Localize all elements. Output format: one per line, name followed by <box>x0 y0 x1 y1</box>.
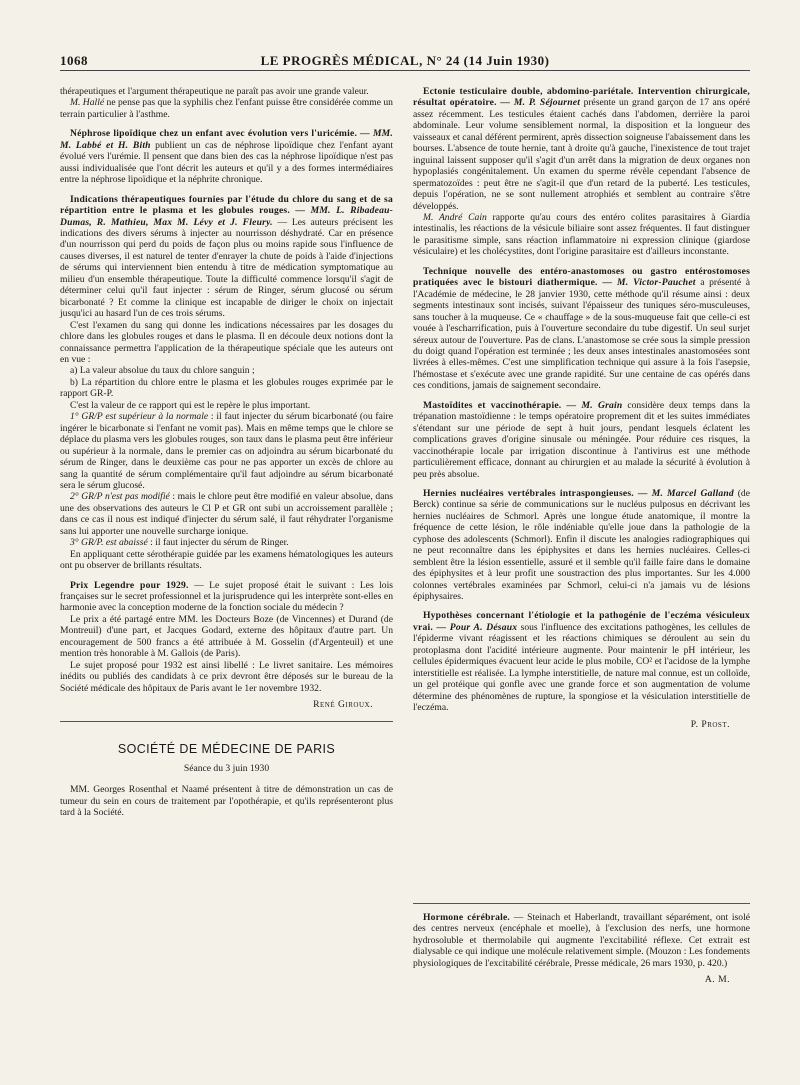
paragraph: M. Hallé ne pense pas que la syphilis chez l'enfant puisse être considérée comme un terrain particulier à l'asthme. <box>60 97 393 120</box>
author: — MM. M. Labbé et H. Bith <box>60 128 393 151</box>
list-item: a) La valeur absolue du taux du chlore sanguin ; <box>70 365 255 377</box>
author: — M. P. Séjournet <box>496 97 581 109</box>
page-number: 1068 <box>60 53 88 68</box>
author: — M. Marcel Galland <box>633 487 734 499</box>
section-prix-legendre <box>60 580 393 711</box>
section-chlore <box>60 194 393 572</box>
list-item: 2° GR/P n'est pas modifié : mais le chlore peut être modifié en valeur absolue, dans une des observations des auteurs le Cl P et GR ont subi un accroissement parallèle ; dans ce cas il nous est indiqué d'injecter du sérum salé, il faut réhydrater l'organisme sans lui apporter une nouvelle surcharge ionique. <box>60 491 393 537</box>
paragraph: Hormone cérébrale. — Steinach et Haberlandt, travaillant séparément, ont isolé des centres nerveux (encéphale et moelle), à l'exclusion des nerfs, une hormone hydrosoluble et thermolabile qui augmente l'excitabilité réflexe. Cet extrait est dialysable ce qui indique une molécule relativement simple. (Mouzon : Les fondements physiologiques de l'excitabilité cérébrale, Presse médicale, 26 mars 1930, p. 420.) <box>413 912 750 969</box>
paragraph: thérapeutiques et l'argument thérapeutique ne paraît pas avoir une grande valeur. <box>60 86 369 97</box>
author: M. Hallé <box>70 97 105 109</box>
section-mastoidites <box>413 400 750 480</box>
section-heading: Mastoïdites et vaccinothérapie. <box>423 399 562 411</box>
paragraph: Mastoïdites et vaccinothérapie. — M. Grain considère deux temps dans la trépanation mastoïdienne : le temps opératoire proprement dit et les suites immédiates s'étendant sur une période de sept à huit jours, pendant lesquels éclatent les complications graves d'origine sinusale ou méningée. Pour réduire ces risques, la vaccinothérapie locale par irrigation discontinue à l'antivirus est une méthode particulièrement efficace, donnant au chirurgien et au malade la sécurité à évolution à peu près absolue. <box>413 399 750 480</box>
paragraph: Néphrose lipoïdique chez un enfant avec évolution vers l'uricémie. — MM. M. Labbé et H. Bith publient un cas de néphrose lipoïdique chez l'enfant ayant évolué vers l'urémie. Il pensent que dans bien des cas la néphrose lipoïdique n'est pas aussi individualisée que l'ont décrit les auteurs et qu'il y a des formes intermédiaires entre la néphrose lipoïdique et la néphrite chronique. <box>60 128 393 186</box>
paragraph: En appliquant cette sérothérapie guidée par les examens hématologiques les auteurs ont pu observer de brillants résultats. <box>60 548 393 572</box>
section-heading: Ectonie testiculaire double, abdomino-pariétale. Intervention chirurgicale, résultat opératoire. <box>413 86 750 109</box>
section-hernies <box>413 488 750 603</box>
section-heading: Hernies nucléaires vertébrales intraspongieuses. <box>423 487 634 499</box>
list-item: 1° GR/P est supérieur à la normale : il faut injecter du sérum bicarbonaté (ou faire ingérer le bicarbonate si l'enfant ne vomit pas). Mais en même temps que le chlore se déplace du plasma vers les globules rouges, son taux dans le plasma peut être inférieur ou supérieur à la normale, dans le premier cas on adjoindra au sérum bicarbonaté du sérum de Ringer, dans le deuxième cas pour ne pas apporter un excès de chlore au sang la quantité de sérum complémentaire qu'il faut adjoindre au sérum bicarbonaté sera le sérum glucosé. <box>60 411 393 491</box>
signature: A. M. <box>704 974 730 986</box>
paragraph: Hernies nucléaires vertébrales intraspongieuses. — M. Marcel Galland (de Berck) continue sa série de communications sur le nucléus pulposus en décrivant les hernies nucléaires de Schmorl. Après une longue étude anatomique, il montre la fréquence de cette lésion, le rôle indéniable qu'elle joue dans la pathologie de la cyphose des adolescents (Schmorl). Enfin il discute les analogies radiographiques qui ne peut reconnaître dans les épiphysites et dans les hernies nucléaires. Celles-ci semblent être la lésion essentielle, assuré et il semble qu'il faille faire dans le domaine des épiphysites et à leur profit une soustraction des plus importantes. Sur les 4.000 colonnes vertébrales examinées par Schmorl, celui-ci n'a jamais vu de lésions épiphysaires. <box>413 487 750 603</box>
author: — M. Victor-Pauchet <box>597 277 696 289</box>
section-technique <box>413 266 750 392</box>
society-heading: SOCIÉTÉ DE MÉDECINE DE PARIS <box>117 741 336 756</box>
paragraph: MM. Georges Rosenthal et Naamé présentent à titre de démonstration un cas de tumeur du sein en cours de traitement par l'opothérapie, et qu'ils représenteront plus tard à la Société. <box>60 784 393 819</box>
list-item: 3° GR/P. est abaissé : il faut injecter du sérum de Ringer. <box>70 537 289 549</box>
paragraph: C'est l'examen du sang qui donne les indications nécessaires par les dosages du chlore dans les globules rouges et dans le plasma. Il en découle deux notions dont la connaissance permettra l'application de la thérapeutique spéciale que les auteurs ont en vue : <box>60 319 393 365</box>
author: — MM. L. Ribadeau-Dumas, R. Mathieu, Max M. Lévy et J. Fleury. <box>60 205 393 228</box>
paragraph: Le prix a été partagé entre MM. les Docteurs Boze (de Vincennes) et Durand (de Montreuil) d'une part, et Jacques Godard, externe des hôpitaux d'autre part. Un encouragement de 500 francs a été attribuée à M. Gosselin (d'Argenteuil) et une mention très honorable à M. Gallois (de Paris). <box>60 613 393 660</box>
paragraph: M. André Cain rapporte qu'au cours des entéro colites parasitaires à Giardia intestinalis, les réactions de la vésicule biliaire sont assez fréquentes. Il faut distinguer le parasitisme simple, sans réaction inflammatoire ni expression clinique (giardose vésiculaire) et les cholécystites, dont l'origine parasitaire est d'ailleurs inconstante. <box>413 211 751 258</box>
paragraph: Le sujet proposé pour 1932 est ainsi libellé : Le livret sanitaire. Les mémoires inédits ou publiés des candidats à ce prix devront être déposés sur le bureau de la Société médicale des hôpitaux de Paris avant le 1er novembre 1932. <box>60 659 393 694</box>
seance-date: Séance du 3 juin 1930 <box>183 763 270 775</box>
left-column <box>60 86 393 819</box>
list-item: b) La répartition du chlore entre le plasma et les globules rouges exprimée par le rapport GR-P. <box>60 376 393 400</box>
author: — M. Grain <box>561 399 623 411</box>
divider <box>60 721 393 722</box>
paragraph: Hypothèses concernant l'étiologie et la pathogénie de l'eczéma vésiculeux vrai. — Pour A. Désaux sous l'influence des excitations pathogènes, les cellules de l'épiderme vivant réagissent et les réactions chimiques se déroulent au sein du protoplasma dont l'acidité intérieure augmente. Pour maintenir le pH intérieur, les cellules épidermiques évacuent leur acide le plus mobile, CO² et l'acidose de la lymphe interstitielle est réalisée. La lymphe interstitielle, de nature mal connue, est un colloïde, un gel protéique qui gonfle avec une grande force et son augmentation de volume détermine des phénomènes de rupture, la spongiose et la vésiculation interstitielle de l'eczéma. <box>413 610 750 714</box>
author: — Pour A. Désaux <box>432 621 518 633</box>
right-column-bottom <box>413 912 750 986</box>
paragraph: Prix Legendre pour 1929. — Le sujet proposé était le suivant : Les lois françaises sur le secret professionnel et la jurisprudence qui les interprète sont-elles en harmonie avec la conception moderne de la fonction sociale du médecin ? <box>60 579 393 614</box>
paragraph: Ectonie testiculaire double, abdomino-pariétale. Intervention chirurgicale, résultat opératoire. — M. P. Séjournet présente un grand garçon de 17 ans opéré assez récemment. Les testicules étaient cachés dans l'abdomen, derrière la paroi abdominale. Leur volume sensiblement normal, la disposition et la longueur des vaisseaux et canal déférent permirent, après dissection soigneuse l'abaissement dans les bourses. L'absence de toute hernie, tant à droite qu'à gauche, l'inexistence de tout trajet inguinal laissent supposer qu'il s'agit d'un arrêt dans la migration de deux organes non hypoplasiés congénitalement. Un examen du sperme révèle cependant l'absence de spermatozoïdes : peut être ne s'agit-il que d'un retard de la puberté. Les testicules, depuis l'opération, ne se sont nullement atrophiés et semblent au contraire s'être développés. <box>413 86 751 212</box>
paragraph: Indications thérapeutiques fournies par l'étude du chlore du sang et de sa répartition entre le plasma et les globules rouges. — MM. L. Ribadeau-Dumas, R. Mathieu, Max M. Lévy et J. Fleury. — Les auteurs précisent les indications des divers sérums à injecter au nourrisson déshydraté. Car en présence d'un nourrisson qui perd du poids de façon plus ou moins rapide sous l'influence de causes diverses, il est naturel de tenter d'enrayer la chute de poids à l'aide d'injections de sérums qui interviennent bien entendu à titre de médication symptomatique au milieu d'un ensemble thérapeutique. Toute la difficulté commence lorsqu'il s'agit de déterminer celui qu'il faut injecter : sérum de Ringer, sérum glucosé ou sérum bicarbonaté ? Et comme la clinique est incapable de diriger le choix on injectait jusqu'ici au hasard l'un de ces trois sérums. <box>60 193 393 320</box>
section-nephrose <box>60 128 393 185</box>
paragraph: Technique nouvelle des entéro-anastomoses ou gastro entérostomoses pratiquées avec le bistouri diathermique. — M. Victor-Pauchet a présenté à l'Académie de médecine, le 28 janvier 1930, cette méthode qu'il résume ainsi : deux segments intestinaux sont incisés, suivant l'épaisseur des tuniques séro-musculeuses, sans toucher à la muqueuse. Ce « chauffage » de la sous-muqueuse fait que celle-ci est vouée à l'escharrification, puis à l'ouverture secondaire du tube digestif. Un seul surjet séreux autour de l'ouverture. Pas de clans. L'anastomose se crée sous la simple pression du doigt quand l'opération est terminée ; les deux anses intestinales anastomosées sont livrées à elles-mêmes. C'est une simplification technique qui assure à la fois l'asepsie, l'hémostase et s'exécute avec une grande rapidité. Sur une centaine de cas opérés dans ces conditions, jamais de saignement secondaire. <box>413 265 750 392</box>
section-heading: Prix Legendre pour 1929. <box>70 579 189 591</box>
right-column <box>413 86 750 730</box>
section-heading: Hormone cérébrale. <box>423 912 511 923</box>
divider <box>413 903 750 904</box>
section-eczema <box>413 610 750 730</box>
journal-title: LE PROGRÈS MÉDICAL, N° 24 (14 Juin 1930) <box>260 53 550 68</box>
author: M. André Cain <box>423 211 487 223</box>
section-heading: Hypothèses concernant l'étiologie et la pathogénie de l'eczéma vésiculeux vrai. <box>413 610 750 633</box>
paragraph: C'est la valeur de ce rapport qui est le repère le plus important. <box>70 399 311 411</box>
signature: René Giroux. <box>313 699 373 711</box>
section-heading: Indications thérapeutiques fournies par l'étude du chlore du sang et de sa répartition entre le plasma et les globules rouges. <box>60 193 393 217</box>
section-heading: Technique nouvelle des entéro-anastomoses ou gastro entérostomoses pratiquées avec le bistouri diathermique. <box>413 265 750 289</box>
signature: P. Prost. <box>690 718 730 730</box>
running-header <box>60 51 750 71</box>
section-heading: Néphrose lipoïdique chez un enfant avec évolution vers l'uricémie. <box>70 128 358 140</box>
